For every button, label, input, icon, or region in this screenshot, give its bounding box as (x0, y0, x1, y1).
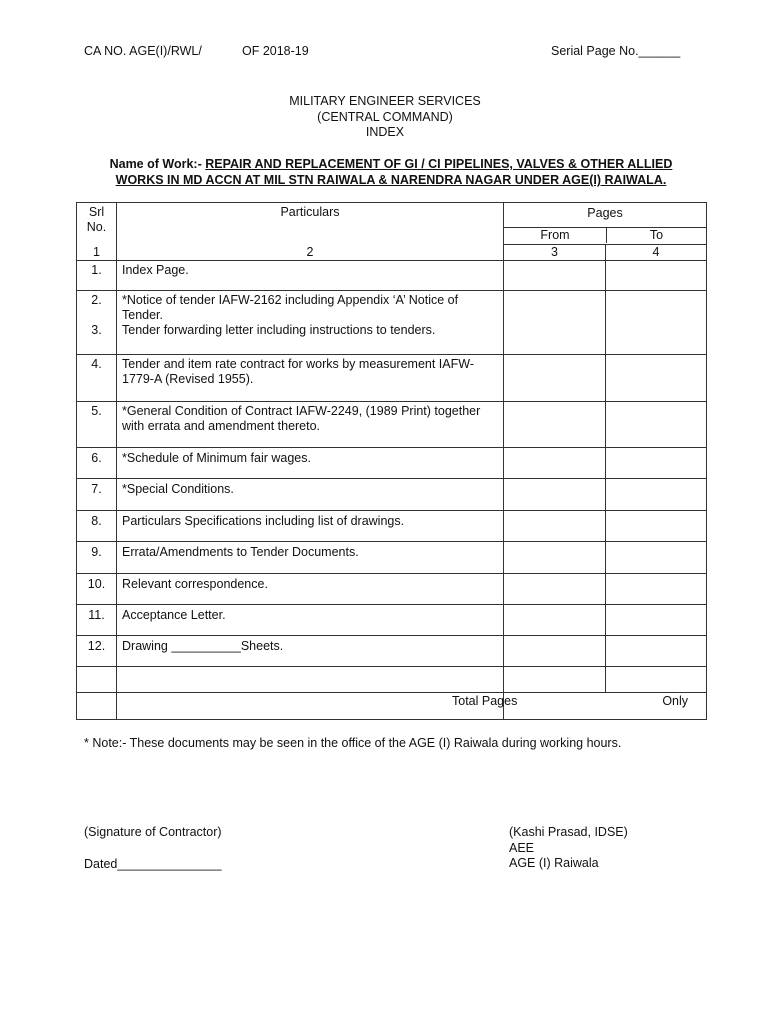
table-row (77, 573, 707, 604)
row-srl: 3. (77, 323, 117, 354)
table-row (77, 354, 707, 401)
row-from (504, 541, 606, 573)
contract-year: OF 2018-19 (242, 44, 309, 58)
table-row (77, 510, 707, 541)
row-particulars: Relevant correspondence. (117, 573, 504, 604)
index-table (76, 202, 707, 720)
row-to (606, 354, 707, 401)
row-particulars: Drawing __________Sheets. (117, 635, 504, 666)
note-text: * Note:- These documents may be seen in the office of the AGE (I) Raiwala during working hours. (84, 736, 622, 750)
row-srl: 10. (77, 573, 117, 604)
row-particulars: Tender and item rate contract for works by measurement IAFW-1779-A (Revised 1955). (117, 354, 504, 401)
table-row (77, 541, 707, 573)
row-particulars: *General Condition of Contract IAFW-2249, (1989 Print) together with errata and amendment thereto. (117, 401, 504, 447)
row-srl: 4. (77, 354, 117, 401)
row-srl: 11. (77, 604, 117, 635)
header-pages-label: Pages (504, 203, 706, 228)
row-particulars: Acceptance Letter. (117, 604, 504, 635)
row-from (504, 354, 606, 401)
row-srl: 7. (77, 478, 117, 510)
table-row (77, 447, 707, 478)
row-from (504, 635, 606, 666)
table-row (77, 323, 707, 354)
officer-post: AEE (509, 841, 535, 855)
row-from (504, 291, 606, 324)
ca-number: CA NO. AGE(I)/RWL/ (84, 44, 202, 58)
blank-cell (77, 666, 117, 692)
officer-name: (Kashi Prasad, IDSE) (509, 825, 628, 839)
row-from (504, 510, 606, 541)
header-from: From (504, 228, 607, 243)
row-to (606, 541, 707, 573)
index-title: INDEX (365, 125, 405, 139)
row-from (504, 478, 606, 510)
column-number-3: 3 (504, 245, 606, 261)
column-number-1: 1 (77, 245, 117, 261)
row-particulars: *Schedule of Minimum fair wages. (117, 447, 504, 478)
header-srl-no: Srl No. (77, 203, 117, 245)
row-from (504, 604, 606, 635)
dated-field: Dated_______________ (84, 857, 222, 871)
total-pages-value-cell (452, 692, 707, 719)
row-srl: 8. (77, 510, 117, 541)
row-to (606, 291, 707, 324)
row-particulars: Index Page. (117, 261, 504, 291)
work-name-line2: WORKS IN MD ACCN AT MIL STN RAIWALA & NARENDRA NAGAR UNDER AGE(I) RAIWALA. (115, 173, 667, 187)
table-row (77, 261, 707, 291)
row-from (504, 261, 606, 291)
row-from (504, 401, 606, 447)
row-srl: 2. (77, 291, 117, 324)
blank-cell (504, 666, 606, 692)
row-particulars: *Notice of tender IAFW-2162 including Appendix ‘A’ Notice of Tender. (117, 291, 504, 324)
row-to (606, 478, 707, 510)
table-header-row (77, 203, 707, 245)
command-title: (CENTRAL COMMAND) (317, 110, 453, 124)
header-to: To (649, 228, 664, 242)
blank-cell (606, 666, 707, 692)
row-to (606, 323, 707, 354)
row-from (504, 447, 606, 478)
row-particulars: Errata/Amendments to Tender Documents. (117, 541, 504, 573)
work-name-line1: REPAIR AND REPLACEMENT OF GI / CI PIPELINES, VALVES & OTHER ALLIED (205, 157, 673, 171)
row-srl: 6. (77, 447, 117, 478)
total-row (77, 692, 707, 719)
total-only-label: Only (662, 693, 689, 708)
blank-row (77, 666, 707, 692)
row-srl: 5. (77, 401, 117, 447)
row-srl: 9. (77, 541, 117, 573)
row-to (606, 261, 707, 291)
header-pages (504, 203, 707, 245)
row-from (504, 323, 606, 354)
row-srl: 1. (77, 261, 117, 291)
contractor-signature: (Signature of Contractor) (84, 825, 222, 839)
column-number-row (77, 245, 707, 261)
column-number-2: 2 (117, 245, 504, 261)
officer-office: AGE (I) Raiwala (509, 856, 599, 870)
row-srl: 12. (77, 635, 117, 666)
row-to (606, 510, 707, 541)
row-to (606, 447, 707, 478)
table-row (77, 478, 707, 510)
work-name (76, 156, 706, 188)
row-from (504, 573, 606, 604)
table-row (77, 291, 707, 324)
row-to (606, 573, 707, 604)
row-particulars: *Special Conditions. (117, 478, 504, 510)
table-row (77, 401, 707, 447)
row-particulars: Particulars Specifications including list of drawings. (117, 510, 504, 541)
table-row (77, 635, 707, 666)
row-to (606, 635, 707, 666)
column-number-4: 4 (606, 245, 707, 261)
total-pages-label: Total Pages (452, 693, 518, 708)
total-srl-cell (77, 692, 117, 719)
org-title: MILITARY ENGINEER SERVICES (289, 94, 481, 108)
table-row (77, 604, 707, 635)
blank-cell (117, 666, 504, 692)
work-name-label: Name of Work:- (109, 157, 206, 171)
row-to (606, 604, 707, 635)
row-particulars: Tender forwarding letter including instructions to tenders. (117, 323, 504, 354)
row-to (606, 401, 707, 447)
serial-page-number: Serial Page No.______ (551, 44, 681, 58)
header-particulars: Particulars (117, 203, 504, 245)
total-pages-cell (117, 692, 504, 719)
